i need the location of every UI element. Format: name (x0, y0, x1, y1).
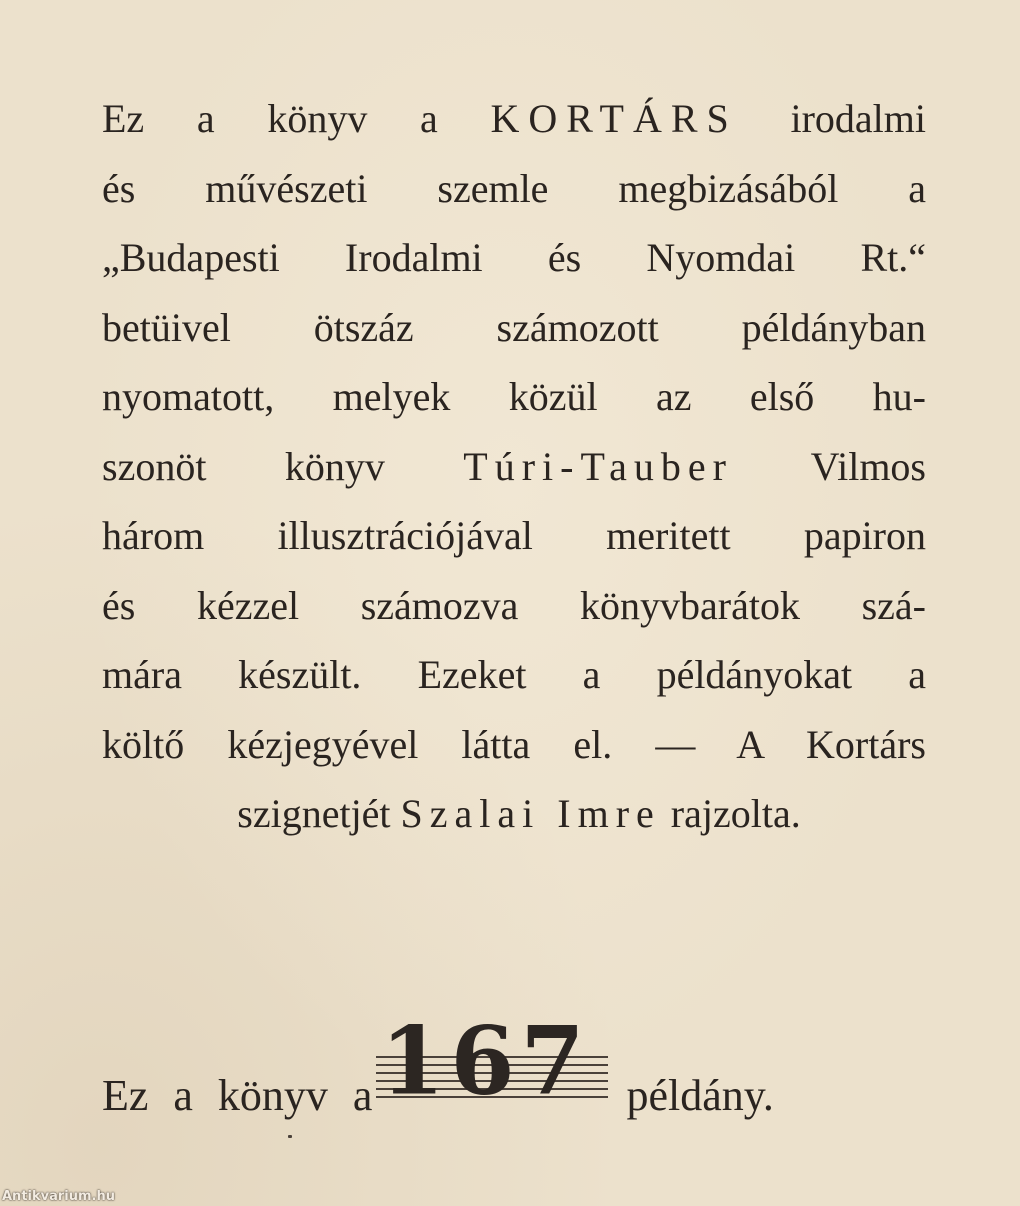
colophon-text (102, 84, 926, 849)
journal-name: KORTÁRS (490, 96, 738, 141)
colophon-line-7: három illusztrációjával meritett papiron (102, 513, 926, 558)
colophon-line-1 (102, 84, 926, 154)
copy-statement-prefix: Ez a könyv a (102, 1071, 373, 1120)
designer-name: Szalai Imre (400, 791, 661, 836)
colophon-line-2: és művészeti szemle megbizásából a (102, 165, 926, 211)
colophon-line-4: betüivel ötszáz számozott példányban (102, 304, 926, 350)
colophon-line-1-start: Ez a könyv a (102, 96, 491, 141)
colophon-line-6-end: Vilmos (732, 443, 927, 489)
illustrator-name: Túri-Tauber (463, 443, 733, 489)
copy-number-field (376, 1005, 608, 1117)
copy-number-statement (102, 1005, 922, 1120)
colophon-line-5: nyomatott, melyek közül az első hu- (102, 374, 926, 419)
colophon-line-1-end: irodalmi (737, 96, 927, 141)
handwritten-copy-number: 167 (380, 1005, 591, 1117)
colophon-line-11-start: szignetjét (237, 791, 401, 836)
copy-statement-suffix: példány. (626, 1071, 774, 1120)
colophon-line-8: és kézzel számozva könyvbarátok szá- (102, 582, 926, 628)
watermark-logo: Antikvarium.hu (2, 1189, 115, 1204)
ink-speck (288, 1135, 292, 1138)
colophon-line-11-end: rajzolta. (660, 791, 801, 836)
colophon-line-9: mára készült. Ezeket a példányokat a (102, 652, 926, 697)
colophon-line-11 (102, 779, 926, 849)
colophon-line-3: „Budapesti Irodalmi és Nyomdai Rt.“ (102, 235, 926, 280)
colophon-line-6 (102, 432, 926, 502)
colophon-line-6-start: szonöt könyv (102, 443, 464, 489)
colophon-line-10: költő kézjegyével látta el. — A Kortárs (102, 721, 926, 767)
